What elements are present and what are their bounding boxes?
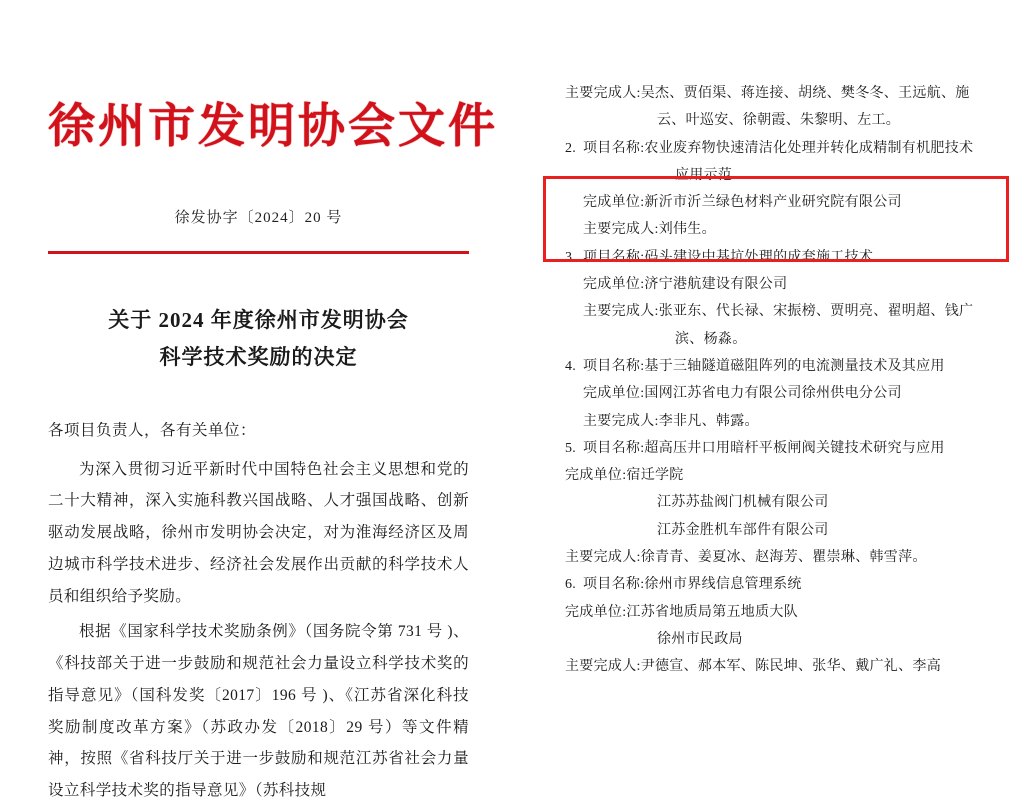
award-entry bbox=[565, 571, 995, 680]
award-entry-highlighted bbox=[565, 244, 995, 353]
completion-unit-value: 宿迁学院 bbox=[626, 468, 684, 484]
completion-unit-extra-1: 徐州市民政局 bbox=[657, 631, 743, 647]
project-name-value-line-2: 应用示范 bbox=[675, 167, 733, 183]
document-number: 徐发协字〔2024〕20 号 bbox=[174, 210, 343, 227]
project-name-value: 码头建设中基坑处理的成套施工技术 bbox=[644, 249, 874, 265]
main-contributors-label: 主要完成人: bbox=[583, 222, 659, 238]
entry-project-row bbox=[565, 244, 995, 271]
page-title-line-1: 关于 2024 年度徐州市发明协会 bbox=[108, 308, 409, 333]
entry-number: 6. bbox=[565, 577, 577, 593]
entry-unit-row bbox=[565, 380, 995, 407]
entry-unit-row bbox=[565, 189, 995, 216]
award-entry bbox=[565, 135, 995, 244]
main-contributors-value: 张亚东、代长禄、宋振榜、贾明亮、翟明超、钱广 bbox=[658, 304, 974, 320]
top-contributors-label: 主要完成人: bbox=[565, 86, 641, 101]
top-contributors-line-2: 云、叶巡安、徐朝霞、朱黎明、左工。 bbox=[657, 113, 901, 129]
project-name-value: 超高压井口用暗杆平板闸阀关键技术研究与应用 bbox=[644, 440, 945, 456]
project-name-value: 农业废弃物快速清洁化处理并转化成精制有机肥技术 bbox=[644, 140, 974, 156]
completion-unit-value: 江苏省地质局第五地质大队 bbox=[626, 604, 798, 620]
completion-unit-label: 完成单位: bbox=[583, 277, 645, 293]
project-name-label: 项目名称: bbox=[583, 577, 645, 593]
completion-unit-extra-1: 江苏苏盐阀门机械有限公司 bbox=[657, 495, 829, 511]
project-name-label: 项目名称: bbox=[583, 358, 645, 374]
body-paragraph-1: 为深入贯彻习近平新时代中国特色社会主义思想和党的二十大精神，深入实施科教兴国战略、人才强国战略、创新驱动发展战略，徐州市发明协会决定，对为淮海经济区及周边城市科学技术进步、经济社会发展作出贡献的科学技术人员和组织给予奖励。 bbox=[48, 460, 469, 605]
page-title bbox=[48, 302, 469, 376]
completion-unit-label: 完成单位: bbox=[565, 604, 627, 620]
entry-contributors-row bbox=[565, 653, 995, 680]
main-contributors-value: 徐青青、姜夏冰、赵海芳、瞿崇琳、韩雪萍。 bbox=[640, 550, 927, 566]
salutation: 各项目负责人，各有关单位： bbox=[48, 421, 257, 439]
left-page bbox=[0, 0, 517, 800]
red-divider-rule bbox=[48, 251, 469, 254]
award-entry bbox=[565, 435, 995, 571]
project-name-label: 项目名称: bbox=[583, 440, 645, 456]
entry-unit-row bbox=[565, 271, 995, 298]
project-name-label: 项目名称: bbox=[583, 140, 645, 156]
entry-number: 3. bbox=[565, 249, 577, 265]
masthead-title: 徐州市发明协会文件 bbox=[48, 101, 498, 153]
main-contributors-label: 主要完成人: bbox=[565, 659, 641, 675]
entry-number: 5. bbox=[565, 440, 577, 456]
entry-contributors-row bbox=[565, 408, 995, 435]
completion-unit-label: 完成单位: bbox=[583, 386, 645, 402]
page-title-line-2: 科学技术奖励的决定 bbox=[159, 344, 358, 369]
main-contributors-value: 尹德宣、郝本军、陈民坤、张华、戴广礼、李高 bbox=[640, 659, 942, 675]
completion-unit-value: 国网江苏省电力有限公司徐州供电分公司 bbox=[644, 386, 902, 402]
entry-number: 4. bbox=[565, 358, 577, 374]
completion-unit-extra-2: 江苏金胜机车部件有限公司 bbox=[657, 522, 829, 538]
main-contributors-label: 主要完成人: bbox=[565, 550, 641, 566]
body-paragraph-2: 根据《国家科学技术奖励条例》（国务院令第 731 号 )、《科技部关于进一步鼓励和规范社会力量设立科学技术奖的指导意见》（国科发奖〔2017〕196 号 )、《江苏省深化科技奖励制度改革方案》（苏政办发〔2018〕29 号）等文件精神，按照《省科技厅关于进一步鼓励和规范江苏省社会力量设立科学技术奖的指导意见》（苏科技规 bbox=[48, 623, 469, 800]
main-contributors-label: 主要完成人: bbox=[583, 413, 659, 429]
entry-project-row bbox=[565, 571, 995, 598]
entry-project-row bbox=[565, 435, 995, 462]
main-contributors-value: 李非凡、韩露。 bbox=[658, 413, 759, 429]
completion-unit-value: 济宁港航建设有限公司 bbox=[644, 277, 788, 293]
top-contributors-row bbox=[565, 80, 995, 107]
project-name-value: 徐州市界线信息管理系统 bbox=[644, 577, 802, 593]
entry-project-row bbox=[565, 353, 995, 380]
right-page bbox=[517, 0, 1035, 715]
main-contributors-value: 刘伟生。 bbox=[658, 222, 716, 238]
completion-unit-value: 新沂市沂兰绿色材料产业研究院有限公司 bbox=[644, 195, 902, 211]
entry-contributors-row bbox=[565, 298, 995, 325]
project-name-label: 项目名称: bbox=[583, 249, 645, 265]
entry-contributors-row bbox=[565, 544, 995, 571]
entry-project-row bbox=[565, 135, 995, 162]
top-contributors-line-1: 吴杰、贾佰渠、蒋连接、胡绕、樊冬冬、王远航、施 bbox=[640, 86, 970, 101]
project-name-value: 基于三轴隧道磁阻阵列的电流测量技术及其应用 bbox=[644, 358, 945, 374]
completion-unit-label: 完成单位: bbox=[583, 195, 645, 211]
entry-unit-row bbox=[565, 599, 995, 626]
award-entry bbox=[565, 353, 995, 435]
main-contributors-label: 主要完成人: bbox=[583, 304, 659, 320]
entry-contributors-row bbox=[565, 216, 995, 243]
main-contributors-value-line-2: 滨、杨淼。 bbox=[675, 331, 747, 347]
masthead bbox=[48, 100, 498, 154]
entry-number: 2. bbox=[565, 140, 577, 156]
completion-unit-label: 完成单位: bbox=[565, 468, 627, 484]
entry-unit-row bbox=[565, 462, 995, 489]
